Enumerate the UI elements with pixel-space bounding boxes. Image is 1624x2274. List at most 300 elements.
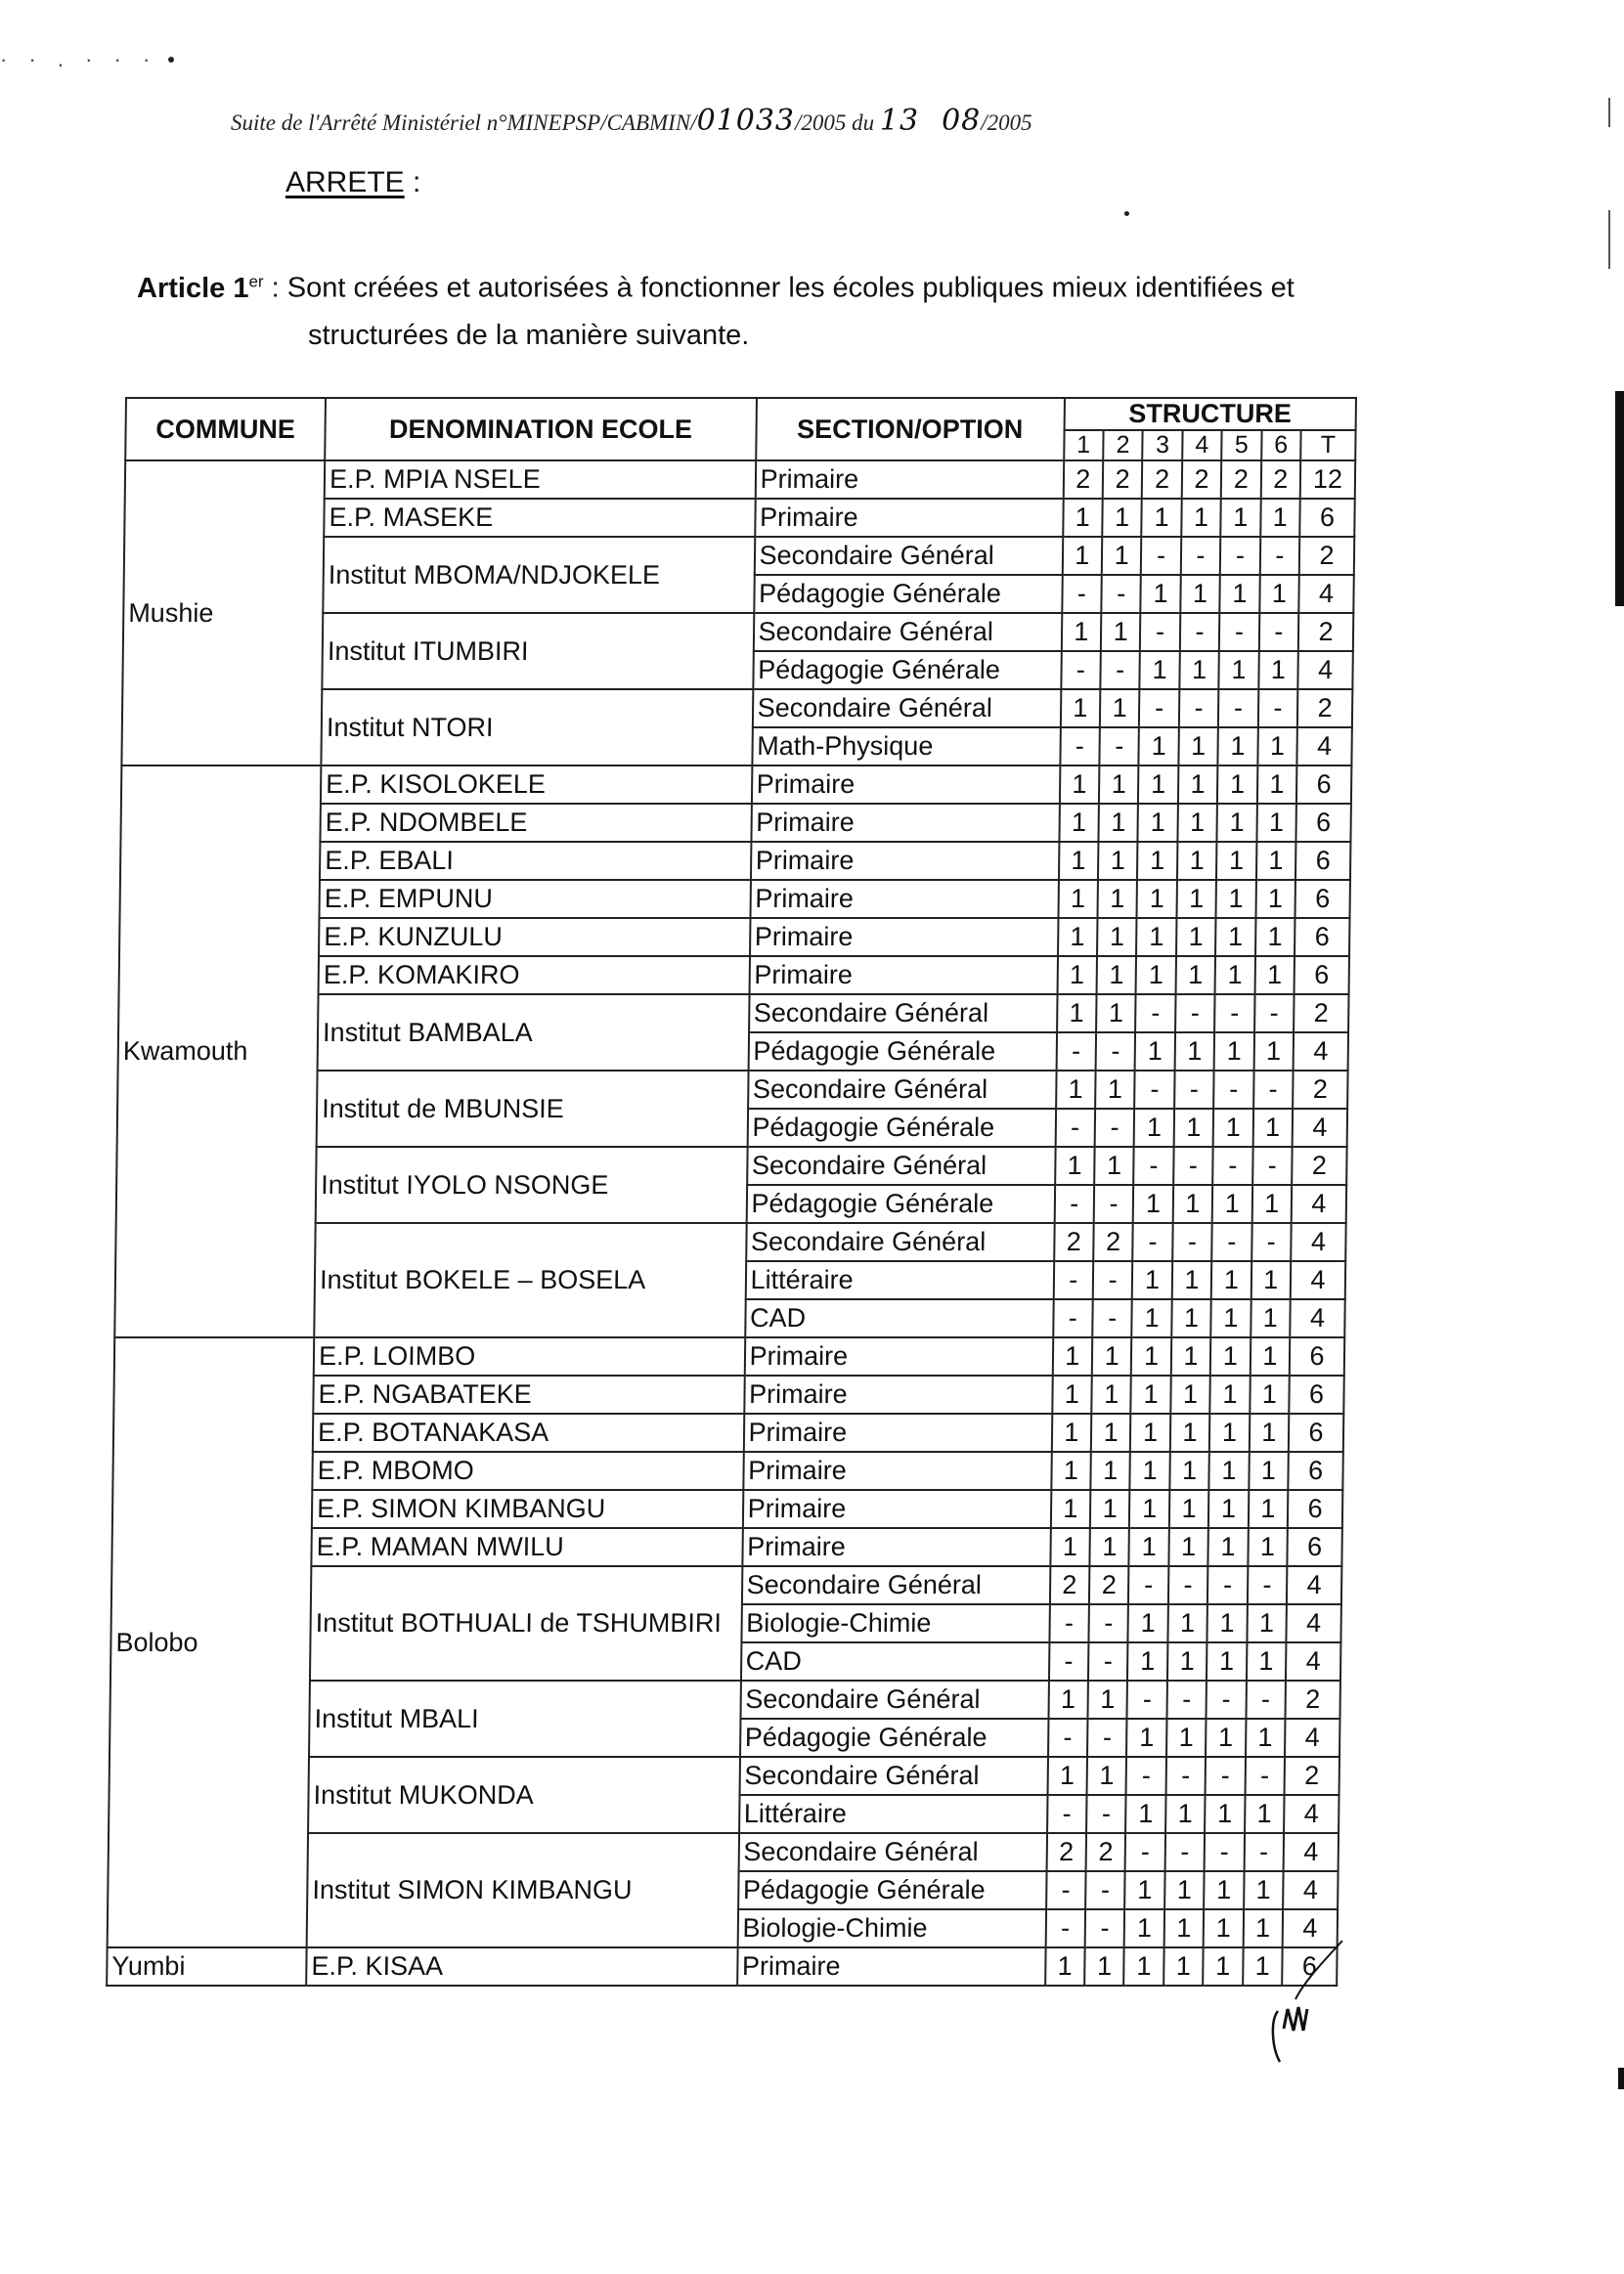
section-option-cell: Secondaire Général bbox=[742, 1566, 1050, 1604]
year-1-cell: - bbox=[1049, 1604, 1089, 1642]
commune-cell: Yumbi bbox=[107, 1947, 307, 1986]
total-cell: 6 bbox=[1296, 765, 1351, 804]
school-name-cell: E.P. KOMAKIRO bbox=[319, 956, 750, 994]
year-6-cell: 1 bbox=[1243, 1909, 1283, 1947]
year-1-cell: 1 bbox=[1050, 1490, 1090, 1528]
arrete-colon: : bbox=[404, 166, 421, 198]
year-3-cell: 1 bbox=[1138, 804, 1178, 842]
year-4-cell: 1 bbox=[1169, 1490, 1209, 1528]
header-year-5: 5 bbox=[1221, 430, 1261, 460]
year-5-cell: 1 bbox=[1211, 1261, 1251, 1299]
arrete-heading bbox=[285, 166, 420, 199]
table-body bbox=[107, 460, 1355, 1986]
year-2-cell: 2 bbox=[1093, 1223, 1133, 1261]
year-3-cell: - bbox=[1126, 1757, 1166, 1795]
year-6-cell: 1 bbox=[1253, 1032, 1294, 1071]
year-5-cell: 1 bbox=[1215, 956, 1255, 994]
year-4-cell: 1 bbox=[1167, 1604, 1207, 1642]
year-1-cell: 1 bbox=[1055, 1147, 1095, 1185]
article-label-sup: er bbox=[248, 272, 264, 290]
section-option-cell: Primaire bbox=[743, 1452, 1051, 1490]
section-option-cell: Primaire bbox=[750, 918, 1058, 956]
year-4-cell: 1 bbox=[1172, 1261, 1212, 1299]
year-4-cell: 1 bbox=[1174, 1032, 1214, 1071]
year-4-cell: 1 bbox=[1177, 804, 1217, 842]
year-1-cell: 1 bbox=[1047, 1757, 1087, 1795]
year-4-cell: 1 bbox=[1171, 1337, 1211, 1376]
year-2-cell: - bbox=[1100, 651, 1140, 689]
year-6-cell: - bbox=[1245, 1757, 1285, 1795]
year-3-cell: 1 bbox=[1130, 1414, 1170, 1452]
section-option-cell: Primaire bbox=[742, 1490, 1050, 1528]
year-2-cell: 1 bbox=[1102, 499, 1142, 537]
year-6-cell: 1 bbox=[1243, 1947, 1283, 1986]
year-5-cell: 1 bbox=[1219, 651, 1259, 689]
school-name-cell: Institut de MBUNSIE bbox=[317, 1071, 748, 1147]
year-5-cell: 1 bbox=[1204, 1871, 1244, 1909]
total-cell: 6 bbox=[1288, 1452, 1342, 1490]
year-6-cell: 1 bbox=[1257, 727, 1297, 765]
year-3-cell: 1 bbox=[1127, 1642, 1167, 1681]
arrete-title: ARRETE bbox=[285, 166, 405, 198]
year-5-cell: 1 bbox=[1214, 1032, 1254, 1071]
year-2-cell: 2 bbox=[1089, 1566, 1129, 1604]
year-1-cell: 1 bbox=[1057, 956, 1097, 994]
year-3-cell: 1 bbox=[1141, 575, 1181, 613]
scan-speckles: · · . · · · bbox=[0, 47, 158, 71]
total-cell: 6 bbox=[1287, 1528, 1341, 1566]
year-6-cell: 1 bbox=[1260, 499, 1300, 537]
total-cell: 6 bbox=[1295, 842, 1350, 880]
year-1-cell: 1 bbox=[1060, 689, 1100, 727]
year-4-cell: 2 bbox=[1182, 460, 1222, 499]
total-cell: 6 bbox=[1282, 1947, 1337, 1986]
commune-cell: Kwamouth bbox=[114, 765, 321, 1337]
year-3-cell: 1 bbox=[1142, 499, 1182, 537]
year-6-cell: - bbox=[1254, 994, 1295, 1032]
year-1-cell: 1 bbox=[1056, 1071, 1096, 1109]
section-option-cell: Biologie-Chimie bbox=[741, 1604, 1049, 1642]
year-4-cell: 1 bbox=[1166, 1719, 1207, 1757]
header-structure: STRUCTURE bbox=[1064, 398, 1356, 430]
year-1-cell: 1 bbox=[1058, 918, 1098, 956]
header-section: SECTION/OPTION bbox=[756, 398, 1065, 460]
year-6-cell: - bbox=[1244, 1833, 1284, 1871]
year-3-cell: - bbox=[1125, 1833, 1165, 1871]
section-option-cell: Primaire bbox=[744, 1337, 1052, 1376]
handwritten-initials bbox=[1266, 1941, 1354, 2077]
year-2-cell: 1 bbox=[1095, 1071, 1135, 1109]
year-3-cell: - bbox=[1139, 689, 1179, 727]
year-2-cell: 1 bbox=[1099, 765, 1139, 804]
year-2-cell: 1 bbox=[1098, 804, 1138, 842]
year-5-cell: 1 bbox=[1209, 1414, 1250, 1452]
year-6-cell: 1 bbox=[1255, 880, 1295, 918]
year-4-cell: 1 bbox=[1173, 1109, 1213, 1147]
section-option-cell: Littéraire bbox=[739, 1795, 1047, 1833]
year-3-cell: 1 bbox=[1131, 1337, 1171, 1376]
year-4-cell: 1 bbox=[1179, 651, 1219, 689]
section-option-cell: Primaire bbox=[755, 460, 1063, 499]
total-cell: 2 bbox=[1299, 537, 1354, 575]
year-1-cell: 1 bbox=[1057, 994, 1097, 1032]
section-option-cell: Primaire bbox=[755, 499, 1063, 537]
school-name-cell: E.P. NDOMBELE bbox=[321, 804, 752, 842]
year-2-cell: 1 bbox=[1090, 1490, 1130, 1528]
year-5-cell: 1 bbox=[1220, 499, 1260, 537]
section-option-cell: Primaire bbox=[751, 842, 1059, 880]
year-2-cell: - bbox=[1085, 1871, 1125, 1909]
decree-day: 13 bbox=[879, 104, 920, 138]
decree-month: 08 bbox=[942, 104, 982, 138]
school-name-cell: Institut IYOLO NSONGE bbox=[316, 1147, 747, 1223]
schools-structure-table bbox=[106, 397, 1357, 1987]
section-option-cell: Secondaire Général bbox=[738, 1833, 1046, 1871]
year-2-cell: - bbox=[1086, 1795, 1126, 1833]
year-4-cell: 1 bbox=[1180, 575, 1220, 613]
year-6-cell: 1 bbox=[1244, 1871, 1284, 1909]
total-cell: 6 bbox=[1288, 1490, 1342, 1528]
year-3-cell: - bbox=[1135, 994, 1175, 1032]
year-1-cell: - bbox=[1056, 1032, 1096, 1071]
year-1-cell: - bbox=[1047, 1795, 1087, 1833]
year-3-cell: 1 bbox=[1129, 1528, 1169, 1566]
table-header-row bbox=[126, 398, 1356, 430]
year-2-cell: - bbox=[1085, 1909, 1125, 1947]
year-3-cell: 1 bbox=[1132, 1261, 1172, 1299]
year-2-cell: 2 bbox=[1086, 1833, 1126, 1871]
year-2-cell: 1 bbox=[1087, 1757, 1127, 1795]
year-3-cell: - bbox=[1127, 1681, 1167, 1719]
year-5-cell: 1 bbox=[1204, 1909, 1244, 1947]
article-label bbox=[137, 273, 264, 304]
total-cell: 2 bbox=[1294, 994, 1348, 1032]
year-4-cell: - bbox=[1180, 613, 1220, 651]
total-cell: 2 bbox=[1285, 1681, 1339, 1719]
year-4-cell: 1 bbox=[1178, 727, 1218, 765]
year-4-cell: - bbox=[1166, 1681, 1207, 1719]
year-5-cell: - bbox=[1205, 1833, 1245, 1871]
year-2-cell: 1 bbox=[1096, 994, 1136, 1032]
year-3-cell: - bbox=[1140, 613, 1180, 651]
table-row bbox=[125, 460, 1355, 499]
year-3-cell: 1 bbox=[1140, 651, 1180, 689]
total-cell: 4 bbox=[1291, 1261, 1345, 1299]
year-3-cell: - bbox=[1134, 1071, 1174, 1109]
year-5-cell: - bbox=[1207, 1681, 1247, 1719]
total-cell: 4 bbox=[1291, 1223, 1345, 1261]
year-4-cell: 1 bbox=[1167, 1642, 1207, 1681]
total-cell: 12 bbox=[1300, 460, 1355, 499]
year-2-cell: - bbox=[1101, 575, 1141, 613]
scan-edge-mark bbox=[1608, 210, 1610, 269]
year-1-cell: - bbox=[1045, 1909, 1085, 1947]
total-cell: 4 bbox=[1284, 1833, 1339, 1871]
year-6-cell: 1 bbox=[1251, 1299, 1291, 1337]
year-1-cell: 1 bbox=[1059, 804, 1099, 842]
year-6-cell: 1 bbox=[1251, 1185, 1292, 1223]
school-name-cell: E.P. KUNZULU bbox=[319, 918, 750, 956]
year-3-cell: 1 bbox=[1130, 1452, 1170, 1490]
year-1-cell: 2 bbox=[1063, 460, 1103, 499]
year-6-cell: 1 bbox=[1247, 1642, 1287, 1681]
year-6-cell: 1 bbox=[1248, 1490, 1288, 1528]
year-6-cell: - bbox=[1257, 689, 1297, 727]
year-6-cell: - bbox=[1253, 1071, 1294, 1109]
year-3-cell: 2 bbox=[1142, 460, 1182, 499]
year-6-cell: - bbox=[1252, 1147, 1293, 1185]
year-6-cell: 1 bbox=[1252, 1109, 1293, 1147]
total-cell: 2 bbox=[1285, 1757, 1339, 1795]
year-3-cell: 1 bbox=[1135, 1032, 1175, 1071]
section-option-cell: Pédagogie Générale bbox=[738, 1871, 1046, 1909]
year-2-cell: 1 bbox=[1102, 537, 1142, 575]
total-cell: 6 bbox=[1295, 880, 1350, 918]
year-2-cell: 1 bbox=[1092, 1337, 1132, 1376]
year-3-cell: - bbox=[1128, 1566, 1168, 1604]
header-year-6: 6 bbox=[1261, 430, 1301, 460]
section-option-cell: Secondaire Général bbox=[753, 613, 1061, 651]
year-4-cell: 1 bbox=[1171, 1299, 1211, 1337]
year-3-cell: 1 bbox=[1137, 842, 1177, 880]
year-1-cell: - bbox=[1053, 1261, 1093, 1299]
year-4-cell: 1 bbox=[1181, 499, 1221, 537]
year-2-cell: 1 bbox=[1101, 613, 1141, 651]
total-cell: 6 bbox=[1295, 918, 1349, 956]
total-cell: 6 bbox=[1295, 956, 1349, 994]
section-option-cell: Secondaire Général bbox=[740, 1681, 1048, 1719]
year-1-cell: 1 bbox=[1058, 880, 1098, 918]
year-5-cell: 1 bbox=[1206, 1719, 1246, 1757]
year-3-cell: 1 bbox=[1136, 918, 1176, 956]
section-option-cell: Secondaire Général bbox=[749, 994, 1057, 1032]
section-option-cell: Primaire bbox=[751, 804, 1059, 842]
year-3-cell: 1 bbox=[1131, 1376, 1171, 1414]
year-5-cell: 1 bbox=[1215, 918, 1255, 956]
year-2-cell: 1 bbox=[1097, 918, 1137, 956]
total-cell: 4 bbox=[1286, 1642, 1340, 1681]
total-cell: 4 bbox=[1287, 1566, 1341, 1604]
section-option-cell: Math-Physique bbox=[752, 727, 1060, 765]
year-2-cell: 1 bbox=[1090, 1452, 1130, 1490]
year-3-cell: 1 bbox=[1134, 1109, 1174, 1147]
year-2-cell: - bbox=[1095, 1109, 1135, 1147]
year-4-cell: - bbox=[1181, 537, 1221, 575]
scan-edge-mark bbox=[1618, 2068, 1624, 2089]
year-1-cell: - bbox=[1060, 727, 1100, 765]
total-cell: 4 bbox=[1283, 1871, 1338, 1909]
year-4-cell: - bbox=[1173, 1147, 1213, 1185]
year-2-cell: - bbox=[1088, 1604, 1128, 1642]
year-5-cell: 1 bbox=[1216, 880, 1256, 918]
year-2-cell: 1 bbox=[1091, 1376, 1131, 1414]
section-option-cell: Pédagogie Générale bbox=[740, 1719, 1048, 1757]
year-2-cell: - bbox=[1099, 727, 1139, 765]
school-name-cell: E.P. EBALI bbox=[320, 842, 751, 880]
year-2-cell: - bbox=[1088, 1642, 1128, 1681]
section-option-cell: Secondaire Général bbox=[754, 537, 1062, 575]
year-1-cell: 1 bbox=[1048, 1681, 1088, 1719]
year-4-cell: - bbox=[1179, 689, 1219, 727]
scan-speck bbox=[1124, 211, 1129, 216]
year-5-cell: - bbox=[1213, 1071, 1253, 1109]
header-year-3: 3 bbox=[1143, 430, 1183, 460]
year-4-cell: 1 bbox=[1163, 1909, 1204, 1947]
decree-reference bbox=[231, 104, 1032, 138]
year-5-cell: 1 bbox=[1203, 1947, 1243, 1986]
table-row bbox=[114, 1337, 1344, 1376]
year-1-cell: 1 bbox=[1059, 842, 1099, 880]
year-5-cell: 1 bbox=[1213, 1109, 1253, 1147]
year-3-cell: 1 bbox=[1132, 1299, 1172, 1337]
year-3-cell: 1 bbox=[1137, 880, 1177, 918]
year-5-cell: - bbox=[1219, 613, 1259, 651]
year-2-cell: 1 bbox=[1084, 1947, 1124, 1986]
year-1-cell: 1 bbox=[1051, 1414, 1091, 1452]
total-cell: 4 bbox=[1294, 1032, 1348, 1071]
year-5-cell: 1 bbox=[1205, 1795, 1245, 1833]
year-1-cell: 2 bbox=[1049, 1566, 1089, 1604]
year-6-cell: - bbox=[1258, 613, 1298, 651]
year-5-cell: 1 bbox=[1218, 727, 1258, 765]
section-option-cell: Biologie-Chimie bbox=[737, 1909, 1045, 1947]
section-option-cell: CAD bbox=[741, 1642, 1049, 1681]
year-1-cell: 2 bbox=[1054, 1223, 1094, 1261]
year-6-cell: - bbox=[1246, 1681, 1286, 1719]
scan-edge-mark bbox=[1615, 391, 1624, 606]
year-5-cell: 1 bbox=[1207, 1642, 1247, 1681]
year-2-cell: 2 bbox=[1103, 460, 1143, 499]
year-1-cell: 1 bbox=[1052, 1337, 1092, 1376]
total-cell: 2 bbox=[1297, 689, 1352, 727]
total-cell: 6 bbox=[1289, 1414, 1343, 1452]
total-cell: 2 bbox=[1292, 1147, 1346, 1185]
year-1-cell: - bbox=[1053, 1299, 1093, 1337]
year-6-cell: 1 bbox=[1249, 1452, 1289, 1490]
year-4-cell: 1 bbox=[1176, 880, 1216, 918]
year-6-cell: - bbox=[1259, 537, 1299, 575]
year-1-cell: 2 bbox=[1046, 1833, 1086, 1871]
year-4-cell: 1 bbox=[1168, 1528, 1208, 1566]
year-2-cell: - bbox=[1093, 1261, 1133, 1299]
school-name-cell: Institut MBOMA/NDJOKELE bbox=[323, 537, 754, 613]
total-cell: 6 bbox=[1290, 1337, 1344, 1376]
year-1-cell: 1 bbox=[1059, 765, 1099, 804]
year-1-cell: - bbox=[1062, 575, 1102, 613]
year-1-cell: 1 bbox=[1045, 1947, 1085, 1986]
section-option-cell: Pédagogie Générale bbox=[747, 1109, 1055, 1147]
decree-number: 01033 bbox=[696, 104, 796, 138]
year-5-cell: - bbox=[1218, 689, 1258, 727]
scan-edge-mark bbox=[1608, 98, 1610, 127]
section-option-cell: Primaire bbox=[750, 880, 1058, 918]
year-4-cell: 1 bbox=[1172, 1185, 1212, 1223]
year-6-cell: 1 bbox=[1255, 918, 1295, 956]
school-name-cell: E.P. KISAA bbox=[306, 1947, 737, 1986]
header-year-4: 4 bbox=[1182, 430, 1222, 460]
school-name-cell: Institut BOTHUALI de TSHUMBIRI bbox=[310, 1566, 742, 1681]
header-year-2: 2 bbox=[1103, 430, 1143, 460]
school-name-cell: E.P. BOTANAKASA bbox=[313, 1414, 744, 1452]
section-option-cell: Pédagogie Générale bbox=[753, 651, 1061, 689]
total-cell: 4 bbox=[1296, 727, 1351, 765]
year-4-cell: 1 bbox=[1164, 1871, 1205, 1909]
total-cell: 6 bbox=[1295, 804, 1350, 842]
year-5-cell: 1 bbox=[1209, 1452, 1250, 1490]
table-row bbox=[121, 765, 1351, 804]
year-3-cell: 1 bbox=[1124, 1947, 1164, 1986]
year-4-cell: - bbox=[1165, 1757, 1206, 1795]
header-school: DENOMINATION ECOLE bbox=[325, 398, 756, 460]
school-name-cell: E.P. NGABATEKE bbox=[313, 1376, 744, 1414]
article-1 bbox=[137, 258, 1379, 359]
school-name-cell: E.P. KISOLOKELE bbox=[321, 765, 752, 804]
year-6-cell: 1 bbox=[1250, 1337, 1290, 1376]
decree-year: /2005 bbox=[981, 110, 1032, 135]
year-6-cell: 2 bbox=[1260, 460, 1300, 499]
school-name-cell: E.P. MBOMO bbox=[312, 1452, 743, 1490]
total-cell: 4 bbox=[1297, 651, 1352, 689]
decree-reference-prefix: Suite de l'Arrêté Ministériel n°MINEPSP/CABMIN/ bbox=[231, 110, 697, 135]
total-cell: 4 bbox=[1284, 1795, 1339, 1833]
year-5-cell: - bbox=[1214, 994, 1254, 1032]
section-option-cell: Primaire bbox=[752, 765, 1060, 804]
article-text-line2: structurées de la manière suivante. bbox=[308, 319, 750, 351]
section-option-cell: Littéraire bbox=[745, 1261, 1053, 1299]
year-6-cell: - bbox=[1251, 1223, 1292, 1261]
header-year-1: 1 bbox=[1064, 430, 1104, 460]
year-1-cell: - bbox=[1054, 1185, 1094, 1223]
year-3-cell: 1 bbox=[1139, 727, 1179, 765]
school-name-cell: Institut BAMBALA bbox=[318, 994, 749, 1071]
section-option-cell: CAD bbox=[745, 1299, 1053, 1337]
year-4-cell: 1 bbox=[1169, 1452, 1209, 1490]
year-1-cell: - bbox=[1046, 1871, 1086, 1909]
year-5-cell: 1 bbox=[1220, 575, 1260, 613]
year-3-cell: 1 bbox=[1125, 1795, 1165, 1833]
year-4-cell: 1 bbox=[1165, 1795, 1206, 1833]
year-3-cell: 1 bbox=[1133, 1185, 1173, 1223]
year-4-cell: - bbox=[1164, 1833, 1205, 1871]
year-5-cell: - bbox=[1206, 1757, 1246, 1795]
year-2-cell: - bbox=[1092, 1299, 1132, 1337]
year-5-cell: - bbox=[1220, 537, 1260, 575]
header-commune: COMMUNE bbox=[125, 398, 326, 460]
year-6-cell: 1 bbox=[1247, 1604, 1287, 1642]
school-name-cell: Institut SIMON KIMBANGU bbox=[307, 1833, 739, 1947]
year-2-cell: 1 bbox=[1097, 880, 1137, 918]
year-4-cell: - bbox=[1172, 1223, 1212, 1261]
section-option-cell: Primaire bbox=[743, 1414, 1051, 1452]
year-2-cell: - bbox=[1087, 1719, 1127, 1757]
year-2-cell: 1 bbox=[1091, 1414, 1131, 1452]
year-5-cell: - bbox=[1212, 1147, 1252, 1185]
section-option-cell: Secondaire Général bbox=[747, 1147, 1055, 1185]
year-4-cell: 1 bbox=[1175, 956, 1215, 994]
year-6-cell: 1 bbox=[1248, 1528, 1288, 1566]
table-row bbox=[107, 1947, 1337, 1986]
total-cell: 6 bbox=[1289, 1376, 1343, 1414]
total-cell: 4 bbox=[1293, 1109, 1347, 1147]
header-total: T bbox=[1300, 430, 1355, 460]
year-6-cell: 1 bbox=[1259, 575, 1299, 613]
section-option-cell: Secondaire Général bbox=[748, 1071, 1056, 1109]
year-5-cell: 1 bbox=[1212, 1185, 1252, 1223]
year-2-cell: 1 bbox=[1097, 956, 1137, 994]
year-1-cell: 1 bbox=[1063, 499, 1103, 537]
year-6-cell: 1 bbox=[1256, 842, 1296, 880]
school-name-cell: E.P. EMPUNU bbox=[320, 880, 751, 918]
